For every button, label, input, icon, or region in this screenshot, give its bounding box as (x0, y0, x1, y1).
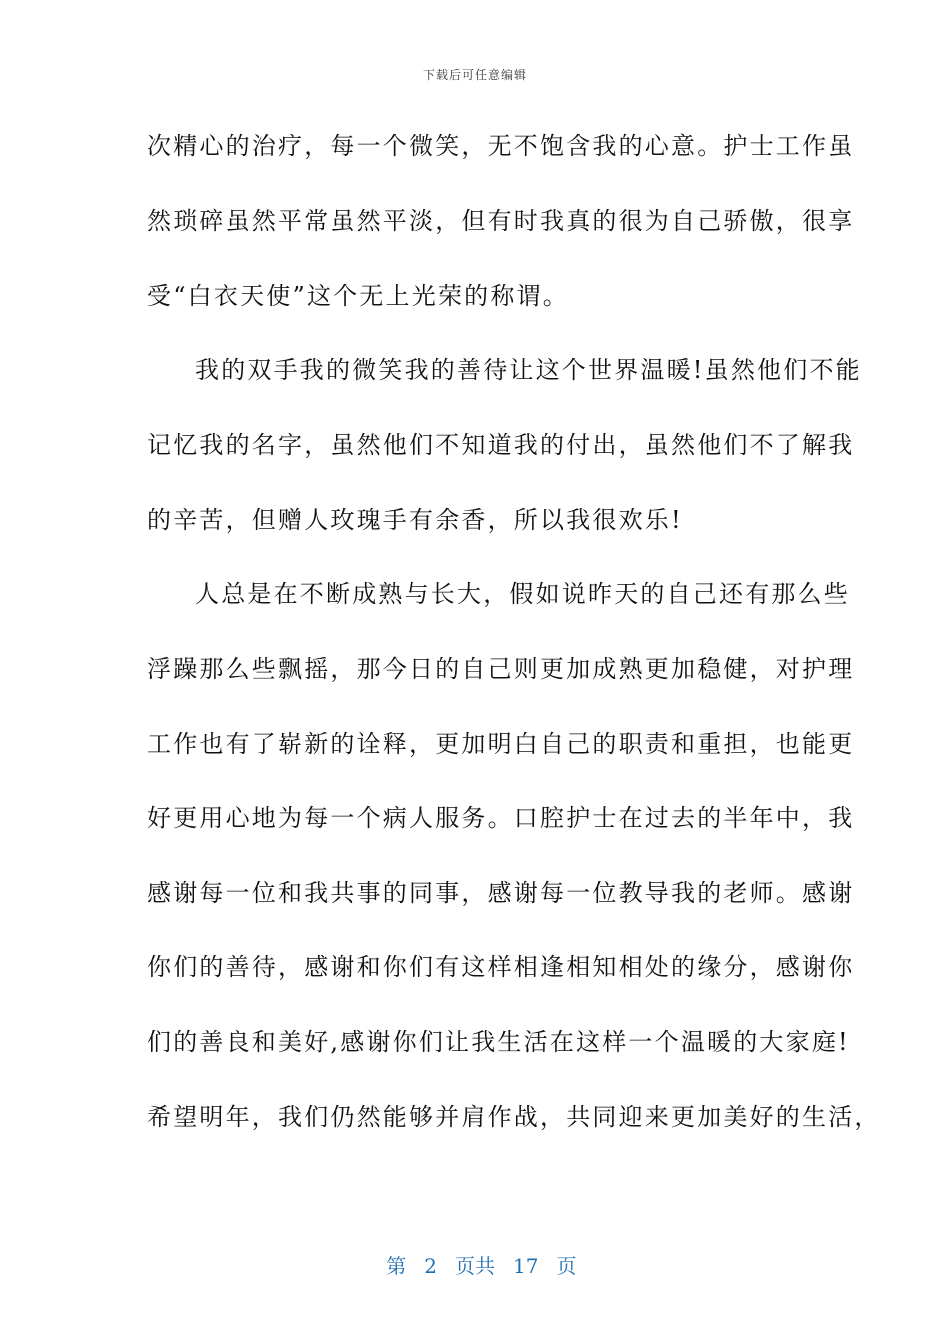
footer-suffix: 页 (556, 1254, 577, 1278)
footer-middle: 页共 (455, 1254, 495, 1278)
page-footer (0, 1226, 950, 1279)
text-line: 们的善良和美好,感谢你们让我生活在这样一个温暖的大家庭! (147, 1028, 850, 1056)
footer-total-pages: 17 (513, 1254, 539, 1278)
text-line: 感谢每一位和我共事的同事，感谢每一位教导我的老师。感谢 (147, 879, 855, 907)
text-line: 希望明年，我们仍然能够并肩作战，共同迎来更加美好的生活， (147, 1103, 881, 1131)
footer-page-number: 2 (424, 1254, 437, 1278)
page-header-note: 下载后可任意编辑 (422, 68, 527, 82)
text-line: 浮躁那么些飘摇，那今日的自己则更加成熟更加稳健，对护理 (147, 655, 855, 683)
text-line: 好更用心地为每一个病人服务。口腔护士在过去的半年中，我 (147, 804, 855, 832)
text-line: 的辛苦，但赠人玫瑰手有余香，所以我很欢乐! (147, 506, 683, 534)
footer-prefix: 第 (386, 1254, 407, 1278)
paragraph-first-line: 人总是在不断成熟与长大，假如说昨天的自己还有那么些 (195, 580, 850, 608)
text-line: 次精心的治疗，每一个微笑，无不饱含我的心意。护士工作虽 (147, 132, 855, 160)
text-line: 记忆我的名字，虽然他们不知道我的付出，虽然他们不了解我 (147, 431, 855, 459)
paragraph-first-line: 我的双手我的微笑我的善待让这个世界温暖!虽然他们不能 (195, 356, 862, 384)
text-line: 受“白衣天使”这个无上光荣的称谓。 (147, 282, 569, 310)
text-line: 你们的善待，感谢和你们有这样相逢相知相处的缘分，感谢你 (147, 953, 855, 981)
text-line: 工作也有了崭新的诠释，更加明白自己的职责和重担，也能更 (147, 730, 855, 758)
text-line: 然琐碎虽然平常虽然平淡，但有时我真的很为自己骄傲，很享 (147, 207, 855, 235)
